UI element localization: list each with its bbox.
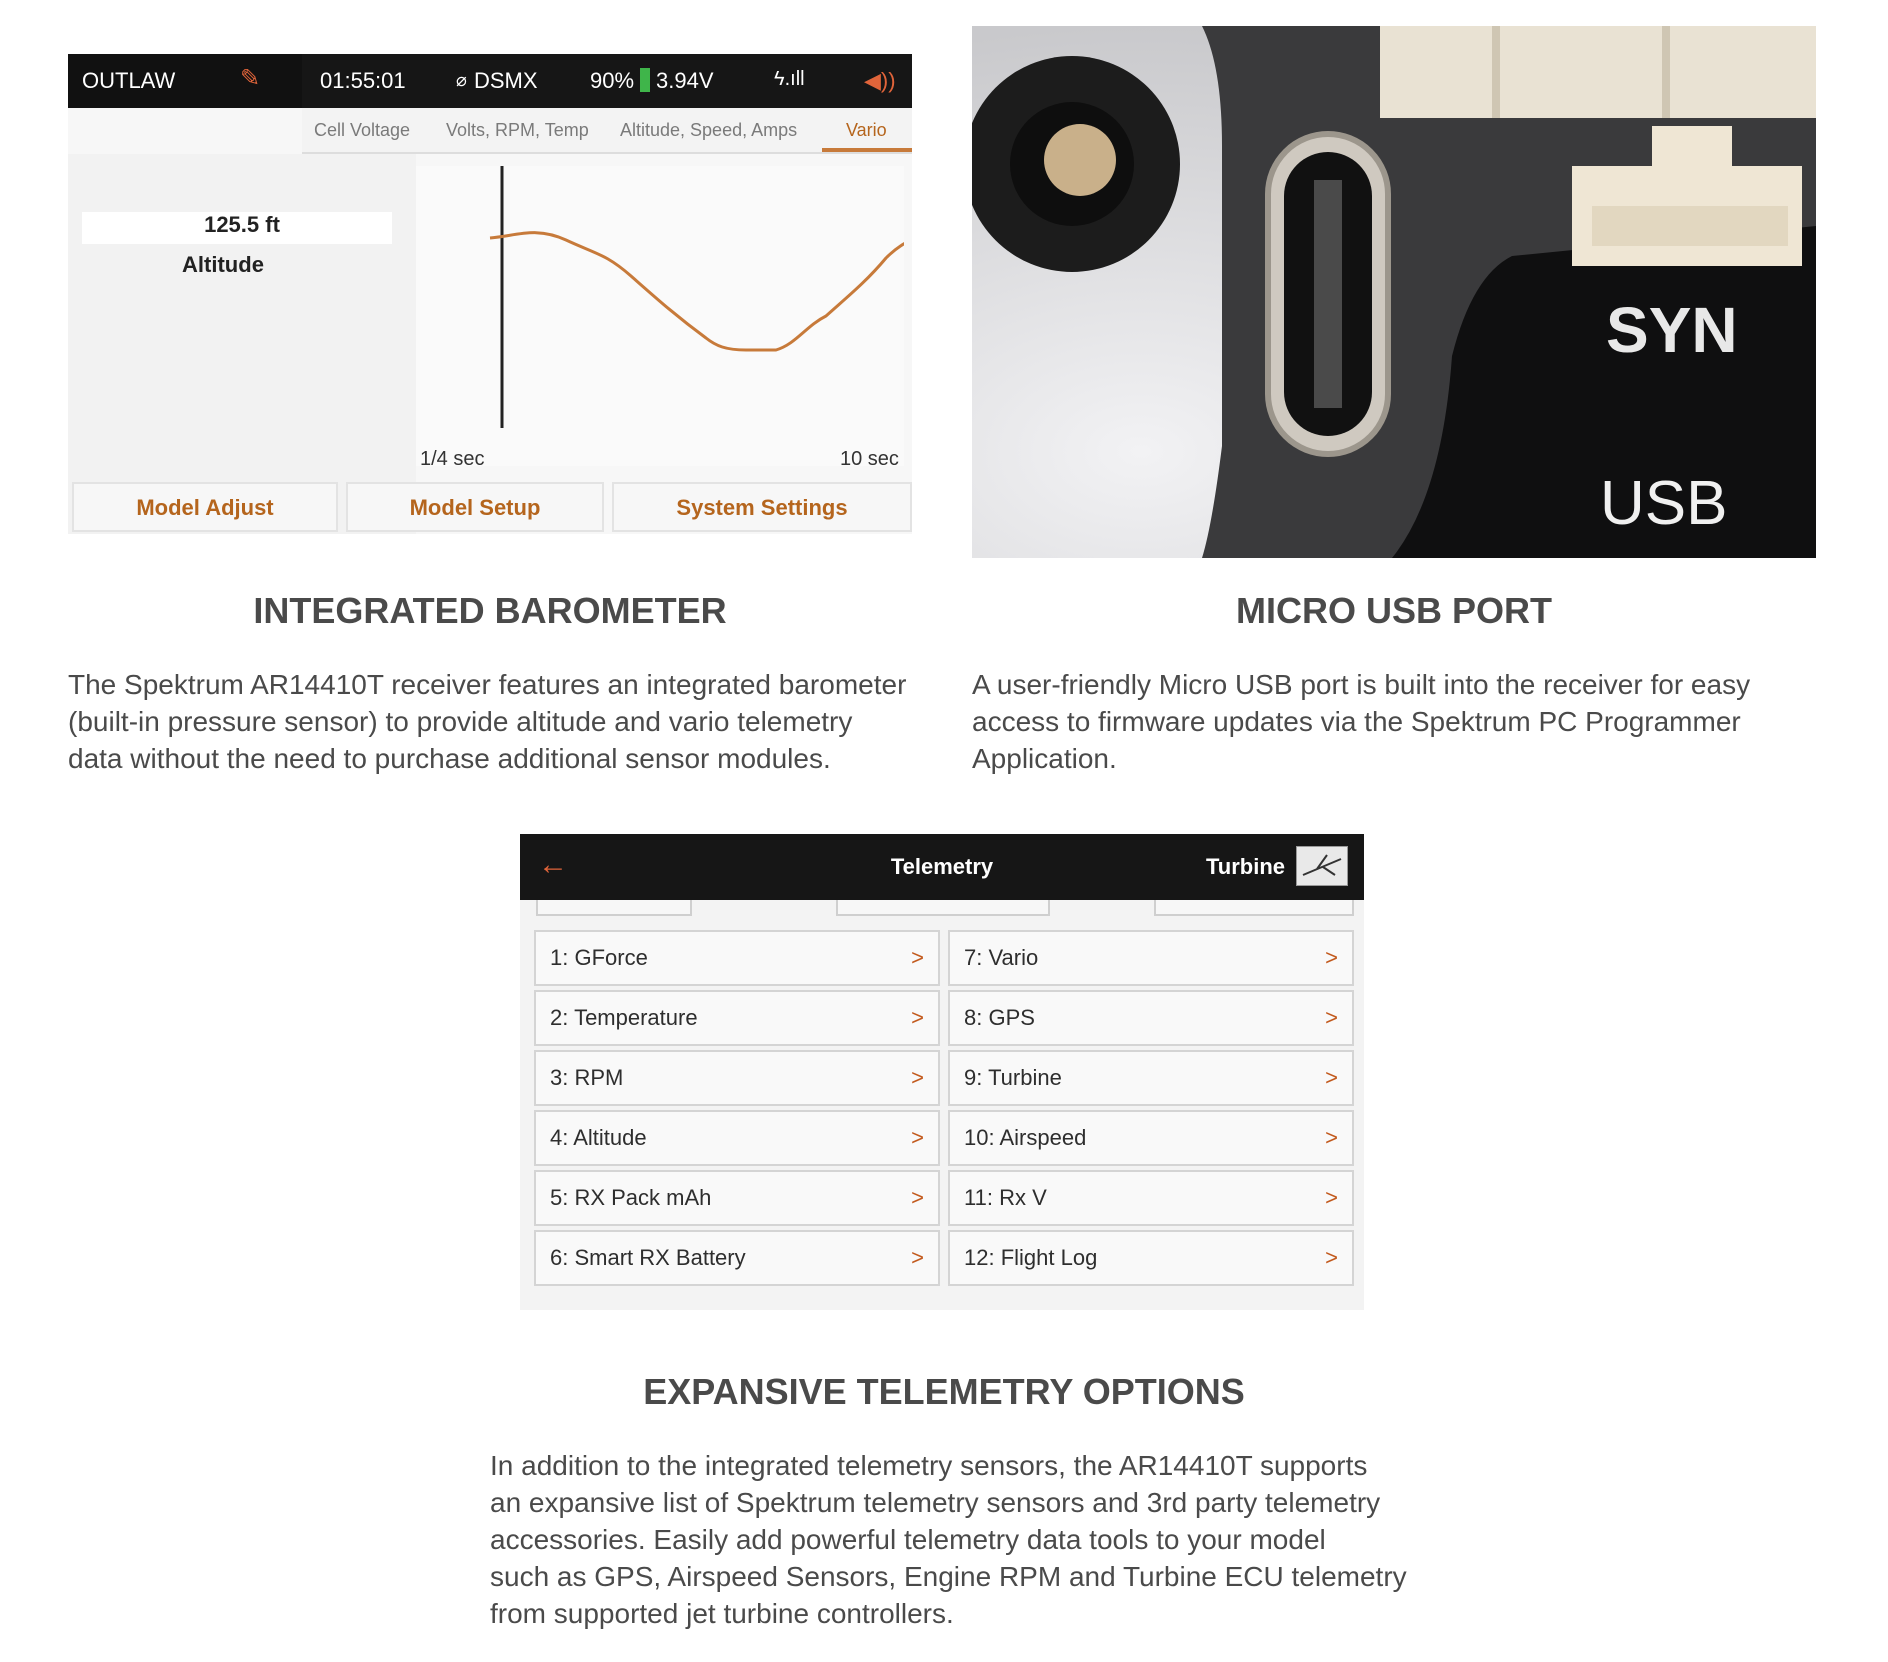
telemetry-item-12[interactable]	[948, 1230, 1354, 1286]
item-label: 7: Vario	[964, 945, 1039, 970]
text-line: such as GPS, Airspeed Sensors, Engine RPM and Turbine ECU telemetry	[490, 1561, 1407, 1592]
text-line: data without the need to purchase additional sensor modules.	[68, 743, 831, 774]
telemetry-item-8[interactable]	[948, 990, 1354, 1046]
text-line: The Spektrum AR14410T receiver features an integrated barometer	[68, 669, 907, 700]
text-line: In addition to the integrated telemetry sensors, the AR14410T supports	[490, 1450, 1368, 1481]
altitude-label: Altitude	[182, 252, 264, 277]
screen-title: Telemetry	[890, 854, 994, 879]
active-tab-indicator	[822, 148, 912, 152]
vario-trace	[490, 233, 904, 350]
item-label: 4: Altitude	[550, 1125, 647, 1150]
chevron-right-icon: >	[1325, 1065, 1338, 1090]
item-label: 11: Rx V	[964, 1185, 1047, 1210]
barometer-heading: INTEGRATED BAROMETER	[253, 590, 727, 631]
brand-text: SYN	[1606, 294, 1738, 366]
item-label: 8: GPS	[964, 1005, 1035, 1030]
telemetry-description	[490, 1447, 1430, 1632]
tab-altitude-speed-amps[interactable]: Altitude, Speed, Amps	[620, 120, 798, 140]
speaker-icon[interactable]: ◀))	[864, 68, 896, 93]
item-label: 1: GForce	[550, 945, 648, 970]
receiver-illustration	[972, 26, 1816, 558]
telemetry-item-11[interactable]	[948, 1170, 1354, 1226]
value-panel	[68, 154, 416, 534]
back-arrow-icon[interactable]: ←	[538, 848, 568, 881]
telemetry-item-10[interactable]	[948, 1110, 1354, 1166]
vario-chart	[416, 166, 904, 466]
link-icon: ⌀	[456, 70, 467, 90]
altitude-value: 125.5 ft	[204, 212, 280, 237]
text-line: (built-in pressure sensor) to provide altitude and vario telemetry	[68, 706, 853, 737]
battery-percent: 90%	[590, 68, 635, 93]
tab-stub	[536, 900, 692, 916]
text-line: A user-friendly Micro USB port is built into the receiver for easy	[972, 669, 1751, 700]
edit-icon[interactable]: ✎	[240, 65, 261, 92]
x-axis-end-label: 10 sec	[840, 448, 899, 470]
chevron-right-icon: >	[911, 1065, 924, 1090]
signal-icon: ϟ.ıll	[774, 68, 805, 90]
chevron-right-icon: >	[1325, 1005, 1338, 1030]
item-label: 5: RX Pack mAh	[550, 1185, 712, 1210]
vario-plot	[416, 166, 904, 466]
telemetry-screen	[520, 834, 1364, 1310]
chevron-right-icon: >	[911, 1245, 924, 1270]
telemetry-heading: EXPANSIVE TELEMETRY OPTIONS	[643, 1371, 1245, 1412]
system-settings-button[interactable]: System Settings	[612, 482, 912, 532]
barometer-screen	[68, 54, 912, 534]
chevron-right-icon: >	[911, 1185, 924, 1210]
status-bar	[68, 54, 912, 108]
text-line: an expansive list of Spektrum telemetry sensors and 3rd party telemetry	[490, 1487, 1381, 1518]
x-axis-start-label: 1/4 sec	[420, 448, 485, 470]
tab-volts-rpm-temp[interactable]: Volts, RPM, Temp	[446, 120, 589, 140]
text-line: Application.	[972, 743, 1117, 774]
usb-label: USB	[1600, 469, 1728, 538]
item-label: 6: Smart RX Battery	[550, 1245, 746, 1270]
chevron-right-icon: >	[911, 1005, 924, 1030]
telemetry-item-6[interactable]	[534, 1230, 940, 1286]
protocol: DSMX	[474, 68, 538, 93]
item-label: 2: Temperature	[550, 1005, 698, 1030]
model-setup-button[interactable]: Model Setup	[346, 482, 604, 532]
usb-port-photo	[972, 26, 1816, 558]
battery-voltage: 3.94V	[656, 68, 714, 93]
chevron-right-icon: >	[1325, 1245, 1338, 1270]
telemetry-item-9[interactable]	[948, 1050, 1354, 1106]
tab-bar	[302, 108, 912, 154]
telemetry-item-2[interactable]	[534, 990, 940, 1046]
tab-stub	[1154, 900, 1354, 916]
chevron-right-icon: >	[1325, 945, 1338, 970]
text-line: accessories. Easily add powerful telemetry data tools to your model	[490, 1524, 1326, 1555]
chevron-right-icon: >	[911, 1125, 924, 1150]
item-label: 9: Turbine	[964, 1065, 1062, 1090]
barometer-description	[68, 666, 928, 777]
item-label: 3: RPM	[550, 1065, 624, 1090]
chevron-right-icon: >	[1325, 1185, 1338, 1210]
model-adjust-button[interactable]: Model Adjust	[72, 482, 338, 532]
model-thumbnail-icon	[1296, 846, 1348, 886]
model-name[interactable]: OUTLAW	[68, 54, 302, 108]
chevron-right-icon: >	[911, 945, 924, 970]
telemetry-item-7[interactable]	[948, 930, 1354, 986]
tab-cell-voltage[interactable]: Cell Voltage	[314, 120, 411, 140]
telemetry-item-5[interactable]	[534, 1170, 940, 1226]
item-label: 10: Airspeed	[964, 1125, 1087, 1150]
battery-icon	[640, 68, 650, 92]
telemetry-title-bar	[520, 834, 1364, 900]
chevron-right-icon: >	[1325, 1125, 1338, 1150]
model-name: Turbine	[1206, 854, 1286, 879]
text-line: access to firmware updates via the Spektrum PC Programmer	[972, 706, 1741, 737]
telemetry-item-3[interactable]	[534, 1050, 940, 1106]
item-label: 12: Flight Log	[964, 1245, 1098, 1270]
usb-heading: MICRO USB PORT	[1235, 590, 1552, 631]
usb-description	[972, 666, 1852, 777]
telemetry-item-4[interactable]	[534, 1110, 940, 1166]
text-line: from supported jet turbine controllers.	[490, 1598, 954, 1629]
telemetry-item-1[interactable]	[534, 930, 940, 986]
tab-vario[interactable]: Vario	[846, 120, 887, 140]
timer: 01:55:01	[320, 68, 406, 93]
tab-stub	[836, 900, 1050, 916]
